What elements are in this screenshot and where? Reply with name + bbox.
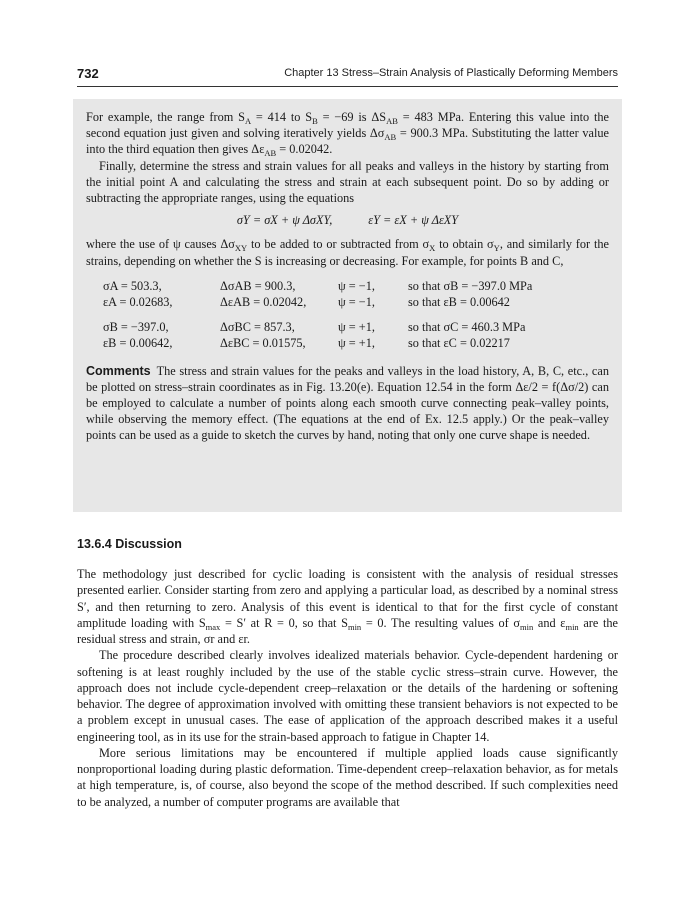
section-body [77,566,618,810]
running-head: Chapter 13 Stress–Strain Analysis of Plastically Deforming Members [284,67,618,79]
comments-paragraph [86,363,609,444]
example-paragraph-2: Finally, determine the stress and strain values for all peaks and valleys in the history by starting from the initial point A and calculating the stress and strain at each subsequent point. Do so by adding or subtracting the appropriate ranges, using the equations [86,158,609,206]
calculation-table [103,278,532,352]
calc-row: σB = −397.0, ΔσBC = 857.3, ψ = +1, so that σC = 460.3 MPa [103,320,526,335]
strain-equation: εY = εX + ψ ΔεXY [368,213,459,228]
page-number: 732 [77,66,99,81]
calc-row: εB = 0.00642, ΔεBC = 0.01575, ψ = +1, so that εC = 0.02217 [103,336,510,351]
body-paragraph-1: The methodology just described for cyclic loading is consistent with the analysis of residual stresses presented earlier. Consider starting from zero and applying a particular load, as described by a nominal stress S′, and then returning to zero. Analysis of this event is identical to that for the first cycle of constant amplitude loading with $S_{max} = S'$ at R = 0, so that $S_{min} = 0$. The resulting values of $\sigma_{min}$ and $\varepsilon_{min}$ are the residual stress and strain, σr and εr. [77,567,618,646]
header-rule [77,86,618,87]
calc-row: εA = 0.02683, ΔεAB = 0.02042, ψ = −1, so that εB = 0.00642 [103,295,510,310]
range-equations [86,212,609,228]
stress-equation: σY = σX + ψ ΔσXY, [236,213,333,228]
example-paragraph-1: For example, the range from $S_A = 414$ to $S_B = -69$ is $\Delta S_{AB} = 483$ MPa. Entering this value into the second equation just given and solving iteratively yields $\Delta\sigma_{AB} = 900.3$ MPa. Substituting the latter value into the third equation then gives $\Delta\varepsilon_{AB} = 0.02042$. [86,110,609,159]
example-paragraph-3: where the use of ψ causes $\Delta\sigma_{XY}$ to be added to or subtracted from $\sigma_X$ to obtain $\sigma_Y$, and similarly for the strains, depending on whether the S is increasing or decreasing. For example, for points B and C, [86,237,609,268]
comments-label: Comments [86,363,151,378]
calc-row: σA = 503.3, ΔσAB = 900.3, ψ = −1, so that σB = −397.0 MPa [103,278,533,293]
page-header [77,66,618,88]
body-paragraph-2: The procedure described clearly involves idealized materials behavior. Cycle-dependent hardening or softening is at least roughly included by the use of the stable cyclic stress–strain curve. However, the approach does not include cycle-dependent creep–relaxation or the details of the hardening or softening behavior. The degree of approximation involved with omitting these transient behaviors is not expected to be a problem except in unusual cases. The ease of application of the approach described makes it a useful engineering tool, as in its use for the strain-based approach to fatigue in Chapter 14. [77,648,618,744]
comments-text: The stress and strain values for the peaks and valleys in the load history, A, B, C, etc., can be plotted on stress–strain coordinates as in Fig. 13.20(e). Equation 12.54 in the form Δε/2 = f(Δσ/2) can be employed to calculate a number of points along each smooth curve connecting peak–valley points, while observing the memory effect. (The equations at the end of Ex. 12.5 apply.) Or the peak–valley points can be used as a guide to sketch the curves by hand, noting that only one curve shape is needed. [86,363,609,443]
example-box [73,99,622,512]
section-heading: 13.6.4 Discussion [77,537,182,551]
body-paragraph-3: More serious limitations may be encountered if multiple applied loads cause significantly nonproportional loading during plastic deformation. Time-dependent creep–relaxation behavior, as for metals at high temperature, is, of course, also beyond the scope of the method described. If such complexities need to be analyzed, a number of computer programs are available that [77,745,618,809]
